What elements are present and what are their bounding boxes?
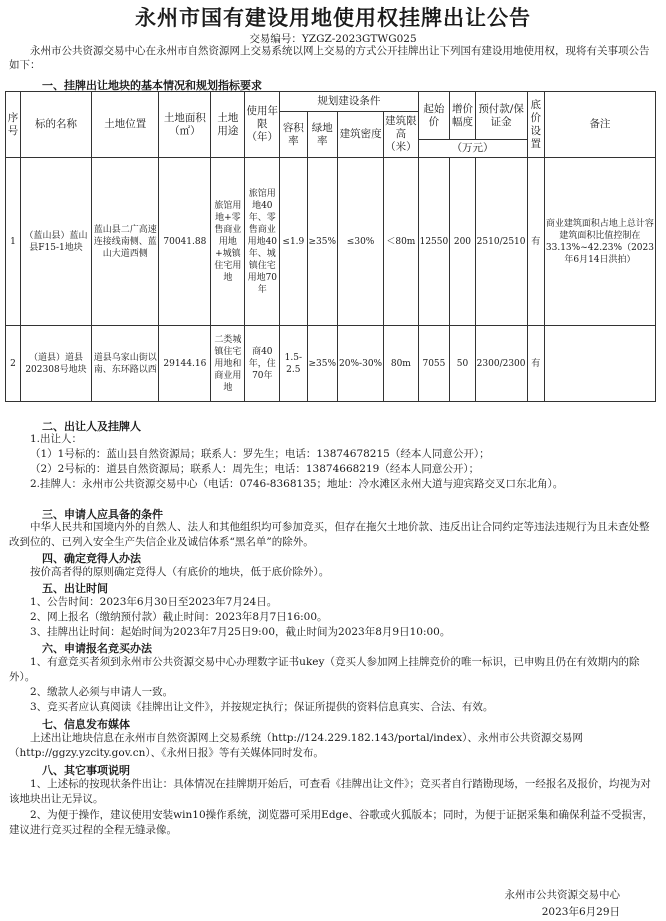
header-height: 建筑限高（米） (384, 112, 419, 158)
cell-reserve: 有 (527, 158, 544, 326)
s4-line-1: 按价高者得的原则确定竞得人（有底价的地块，低于底价除外）。 (30, 566, 330, 578)
cell-term: 商40年，住70年 (245, 326, 280, 402)
header-deposit: 预付款/保证金 (475, 92, 527, 140)
cell-location: 蓝山县二广高速连接线南侧、蓝山大道西侧 (92, 158, 159, 326)
issuer-organization: 永州市公共资源交易中心 (504, 889, 620, 901)
cell-increment: 50 (450, 326, 475, 402)
document-title: 永州市国有建设用地使用权挂牌出让公告 (135, 5, 531, 30)
header-increment: 增价幅度 (450, 92, 475, 140)
s5-line-3: 3、挂牌出让时间：起始时间为2023年7月25日9:00，截止时间为2023年8月9日10:00。 (30, 626, 451, 638)
s6-line-1: 1、有意竞买者须到永州市公共资源交易中心办理数字证书ukey（竞买人参加网上挂牌竞价的唯一标识，已申购且仍在有效期内的除外）。 (9, 656, 640, 683)
s5-line-2: 2、网上报名（缴纳预付款）截止时间：2023年8月7日16:00。 (30, 611, 328, 623)
cell-far: 1.5-2.5 (280, 326, 307, 402)
s3-line-1: 中华人民共和国境内外的自然人、法人和其他组织均可参加竞买，但存在拖欠土地价款、违反出让合同约定等违法违规行为且未查处整改到位的、已列入安全生产失信企业及诚信体系“黑名单”的除外。 (9, 521, 650, 548)
cell-green: ≥35% (307, 158, 338, 326)
transaction-code: 交易编号：YZGZ-2023GTWG025 (249, 33, 417, 45)
header-unit: （万元） (418, 140, 527, 158)
cell-seq: 1 (6, 158, 21, 326)
header-note: 备注 (544, 92, 655, 158)
s2-line-3: （2）2号标的：道县自然资源局；联系人：周先生；电话：13874668219（经本人同意公开）； (30, 463, 480, 475)
s2-line-4: 2.挂牌人：永州市公共资源交易中心（电话：0746-8368135；地址：冷水滩区永州大道与迎宾路交叉口东北角）。 (30, 478, 564, 490)
section-4-title: 四、确定竞得人办法 (42, 552, 141, 565)
s6-line-2: 2、缴款人必须与申请人一致。 (30, 686, 174, 698)
cell-start: 7055 (418, 326, 450, 402)
cell-location: 道县乌家山街以南、东环路以西 (92, 326, 159, 402)
table-header-row (6, 92, 656, 112)
cell-deposit: 2300/2300 (475, 326, 527, 402)
s8-line-1: 1、上述标的按现状条件出让：具体情况在挂牌期开始后，可查看《挂牌出让文件》；竞买者自行踏勘现场，一经报名及报价，均视为对该地块出让无异议。 (9, 778, 651, 805)
cell-reserve: 有 (527, 326, 544, 402)
header-use: 土地用途 (211, 92, 245, 158)
cell-seq: 2 (6, 326, 21, 402)
s2-line-2: （1）1号标的：蓝山县自然资源局；联系人：罗先生；电话：13874678215（经本人同意公开）； (30, 448, 490, 460)
section-1-title: 一、挂牌出让地块的基本情况和规划指标要求 (42, 79, 262, 92)
cell-area: 29144.16 (159, 326, 211, 402)
section-5-title: 五、出让时间 (42, 582, 108, 595)
cell-green: ≥35% (307, 326, 338, 402)
cell-note: 商业建筑面积占地上总计容建筑面积比值控制在33.13%~42.23%（2023年6月14日洪拍） (544, 158, 655, 326)
intro-paragraph: 永州市公共资源交易中心在永州市自然资源网上交易系统以网上交易的方式公开挂牌出让下列国有建设用地使用权，现将有关事项公告如下： (9, 45, 650, 71)
header-far: 容积率 (280, 112, 307, 158)
header-start: 起始价 (418, 92, 450, 140)
cell-height: ＜80m (384, 158, 419, 326)
header-green: 绿地率 (307, 112, 338, 158)
land-parcel-table (5, 91, 656, 402)
header-seq: 序号 (6, 92, 21, 158)
cell-note (544, 326, 655, 402)
cell-height: 80m (384, 326, 419, 402)
section-7-title: 七、信息发布媒体 (42, 718, 130, 731)
header-density: 建筑密度 (338, 112, 384, 158)
cell-increment: 200 (450, 158, 475, 326)
cell-use: 二类城镇住宅用地和商业用地 (211, 326, 245, 402)
header-reserve: 底价设置 (527, 92, 544, 158)
table-row (6, 158, 656, 326)
s6-line-3: 3、竞买者应认真阅读《挂牌出让文件》，并按规定执行；保证所提供的资料信息真实、合法、有效。 (30, 701, 494, 713)
cell-name: （蓝山县）蓝山县F15-1地块 (20, 158, 91, 326)
header-area: 土地面积（㎡） (159, 92, 211, 158)
section-6-title: 六、申请报名竞买办法 (42, 642, 152, 655)
cell-term: 旅馆用地40年、零售商业用地40年、城镇住宅用地70年 (245, 158, 280, 326)
cell-name: （道县）道县202308号地块 (20, 326, 91, 402)
s7-line-1: 上述出让地块信息在永州市自然资源网上交易系统（http://124.229.182.143/portal/index）、永州市公共资源交易网（http://ggzy.yzcity.gov.cn）、《永州日报》等有关媒体同时发布。 (9, 732, 583, 759)
section-8-title: 八、其它事项说明 (42, 764, 130, 777)
table-row (6, 326, 656, 402)
section-2-title: 二、出让人及挂牌人 (42, 420, 141, 433)
cell-density: 20%-30% (338, 326, 384, 402)
section-3-title: 三、申请人应具备的条件 (42, 508, 163, 521)
header-name: 标的名称 (20, 92, 91, 158)
s2-line-1: 1.出让人： (30, 433, 83, 445)
s8-line-2: 2、为便于操作，建议使用安装win10操作系统，浏览器可采用Edge、谷歌或火狐版本；同时，为便于证据采集和确保利益不受损害，建议进行竞买过程的全程无缝录像。 (9, 809, 653, 836)
header-plan: 规划建设条件 (280, 92, 418, 112)
cell-density: ≤30% (338, 158, 384, 326)
issue-date: 2023年6月29日 (541, 906, 620, 918)
cell-deposit: 2510/2510 (475, 158, 527, 326)
header-location: 土地位置 (92, 92, 159, 158)
cell-far: ≤1.9 (280, 158, 307, 326)
header-term: 使用年限（年） (245, 92, 280, 158)
cell-area: 70041.88 (159, 158, 211, 326)
cell-start: 12550 (418, 158, 450, 326)
s5-line-1: 1、公告时间：2023年6月30日至2023年7月24日。 (30, 596, 278, 608)
cell-use: 旅馆用地+零售商业用地+城镇住宅用地 (211, 158, 245, 326)
